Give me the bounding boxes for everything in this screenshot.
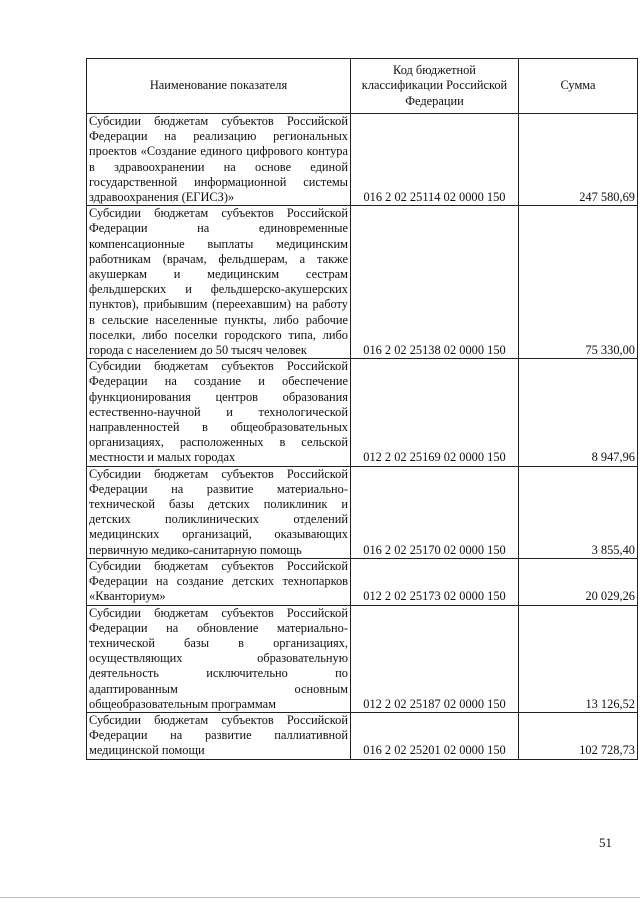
row-sum: 75 330,00 — [519, 206, 638, 359]
table-row — [87, 712, 638, 759]
row-name: Субсидии бюджетам субъектов Российской Федерации на создание детских технопарков «Кванториум» — [87, 558, 351, 605]
row-sum: 247 580,69 — [519, 114, 638, 206]
table-row — [87, 605, 638, 712]
row-name: Субсидии бюджетам субъектов Российской Федерации на развитие паллиативной медицинской помощи — [87, 712, 351, 759]
header-row — [87, 59, 638, 114]
row-sum: 8 947,96 — [519, 359, 638, 466]
budget-table — [86, 58, 638, 760]
row-code: 016 2 02 25201 02 0000 150 — [351, 712, 519, 759]
row-sum: 3 855,40 — [519, 466, 638, 558]
row-code: 016 2 02 25170 02 0000 150 — [351, 466, 519, 558]
page-bottom-rule — [0, 897, 640, 898]
table-row — [87, 206, 638, 359]
row-code: 012 2 02 25173 02 0000 150 — [351, 558, 519, 605]
row-code: 016 2 02 25138 02 0000 150 — [351, 206, 519, 359]
row-name: Субсидии бюджетам субъектов Российской Федерации на единовременные компенсационные выплаты медицинским работникам (врачам, фельдшерам, а также акушеркам и медицинским сестрам фельдшерских и фельдшерско-акушерских пунктов), прибывшим (переехавшим) на работу в сельские населенные пункты, либо рабочие поселки, либо поселки городского типа, либо города с населением до 50 тысяч человек — [87, 206, 351, 359]
row-name: Субсидии бюджетам субъектов Российской Федерации на развитие материально-технической базы детских поликлиник и детских поликлинических отделений медицинских организаций, оказывающих первичную медико-санитарную помощь — [87, 466, 351, 558]
header-name: Наименование показателя — [87, 59, 351, 114]
row-name: Субсидии бюджетам субъектов Российской Федерации на обновление материально-технической базы в организациях, осуществляющих образовательную деятельность исключительно по адаптированным основным общеобразовательным программам — [87, 605, 351, 712]
row-sum: 102 728,73 — [519, 712, 638, 759]
table-row — [87, 114, 638, 206]
row-name: Субсидии бюджетам субъектов Российской Федерации на реализацию региональных проектов «Создание единого цифрового контура в здравоохранении на основе единой государственной информационной системы здравоохранения (ЕГИСЗ)» — [87, 114, 351, 206]
header-sum: Сумма — [519, 59, 638, 114]
table-row — [87, 558, 638, 605]
header-code: Код бюджетной классификации Российской Федерации — [351, 59, 519, 114]
page-number: 51 — [599, 835, 612, 850]
row-sum: 13 126,52 — [519, 605, 638, 712]
row-name: Субсидии бюджетам субъектов Российской Федерации на создание и обеспечение функционирования центров образования естественно-научной и технологической направленностей в общеобразовательных организациях, расположенных в сельской местности и малых городах — [87, 359, 351, 466]
row-code: 012 2 02 25187 02 0000 150 — [351, 605, 519, 712]
table-row — [87, 466, 638, 558]
row-code: 016 2 02 25114 02 0000 150 — [351, 114, 519, 206]
row-code: 012 2 02 25169 02 0000 150 — [351, 359, 519, 466]
table-row — [87, 359, 638, 466]
row-sum: 20 029,26 — [519, 558, 638, 605]
